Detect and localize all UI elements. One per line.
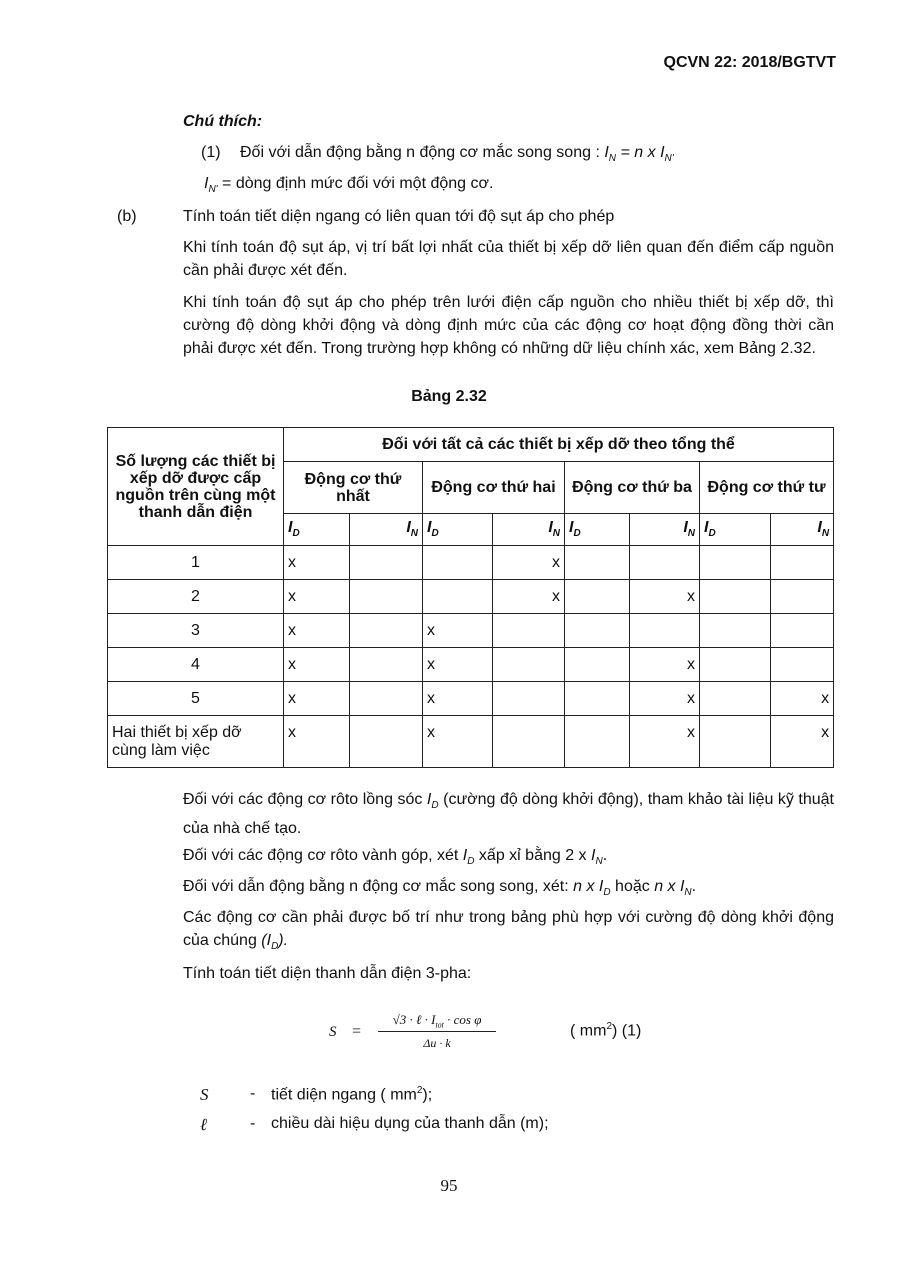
note-item1 [240, 141, 674, 170]
table-cell: x [630, 648, 700, 682]
table-cell [771, 580, 834, 614]
row-label: 3 [108, 614, 284, 648]
table-cell: x [630, 682, 700, 716]
table-row [108, 580, 834, 614]
definition-text-s: tiết diện ngang ( $mm^2$); [271, 1085, 433, 1104]
table-cell [771, 546, 834, 580]
row-label: Hai thiết bị xếp dỡ cùng làm việc [108, 716, 284, 768]
note-title: Chú thích: [183, 113, 263, 130]
paragraph-parallel-motors: Đối với dẫn động bằng n động cơ mắc song song, xét: n x $I_D$ hoặc n x $I_N$. [183, 878, 697, 899]
table-cell [565, 614, 630, 648]
table-cell: x [423, 716, 493, 768]
sub-header-id: $I_D$ [565, 514, 630, 546]
page-number: 95 [440, 1176, 458, 1195]
table-cell: x [423, 682, 493, 716]
table-cell: x [284, 546, 350, 580]
sub-header-in: $I_N$ [350, 514, 423, 546]
note-item2 [204, 172, 493, 201]
table-header-group: Đối với tất cả các thiết bị xếp dỡ theo tổng thể [284, 428, 834, 462]
table-cell: x [423, 614, 493, 648]
table-cell [565, 580, 630, 614]
formula-fraction-bar [378, 1031, 496, 1032]
table-cell [423, 546, 493, 580]
table-row [108, 546, 834, 580]
note-item2-variable: $I_{N'}$ [204, 175, 218, 196]
formula-numerator: √3 · ℓ · $I_{tot} \cdot \cos \varphi$ [392, 1012, 482, 1030]
row-label: 1 [108, 546, 284, 580]
table-row [108, 716, 834, 768]
table-cell [700, 682, 771, 716]
table-cell [423, 580, 493, 614]
sub-header-in: $I_N$ [493, 514, 565, 546]
table-cell [700, 546, 771, 580]
table-cell [350, 580, 423, 614]
row-label: 2 [108, 580, 284, 614]
table-cell [565, 716, 630, 768]
paragraph-squirrel-cage: Đối với các động cơ rôto lồng sóc $I_D$ (cường độ dòng khởi động), tham khảo tài liệu kỹ thuật của nhà chế tạo. [183, 791, 834, 838]
table-cell [565, 682, 630, 716]
table-cell [350, 614, 423, 648]
table-header-motor-4: Động cơ thứ tư [700, 462, 834, 514]
paragraph-arrangement: Các động cơ cần phải được bố trí như trong bảng phù hợp với cường độ dòng khởi động của chúng $(I_D)$. [183, 909, 834, 953]
table-cell [771, 614, 834, 648]
table-cell: x [630, 716, 700, 768]
table-cell: x [493, 580, 565, 614]
table-cell [493, 614, 565, 648]
paragraph-three-phase: Tính toán tiết diện thanh dẫn điện 3-pha: [183, 965, 472, 982]
table-cell: x [284, 580, 350, 614]
table-cell [493, 648, 565, 682]
note-item1-text: Đối với dẫn động bằng n động cơ mắc song song : [240, 144, 600, 161]
table-header-motor-3: Động cơ thứ ba [565, 462, 700, 514]
section-b-paragraph-1: Khi tính toán độ sụt áp, vị trí bất lợi nhất của thiết bị xếp dỡ liên quan đến điểm cấp nguồn cần phải được xét đến. [183, 239, 834, 279]
table-cell: x [284, 682, 350, 716]
section-b-label: (b) [117, 208, 137, 225]
formula-lhs: S [329, 1024, 337, 1040]
note-item1-formula: $I_N = n$ x $I_{N'}$ [604, 144, 674, 165]
table-cell [350, 648, 423, 682]
table-cell [700, 716, 771, 768]
table-cell [700, 580, 771, 614]
definition-dash: - [250, 1085, 256, 1102]
sub-header-id: $I_D$ [423, 514, 493, 546]
sub-header-in: $I_N$ [630, 514, 700, 546]
table-cell: x [284, 716, 350, 768]
table-cell [350, 546, 423, 580]
row-label: 4 [108, 648, 284, 682]
section-b-paragraph-2: Khi tính toán độ sụt áp cho phép trên lưới điện cấp nguồn cho nhiều thiết bị xếp dỡ, thì cường độ dòng khởi động và dòng định mức của các động cơ hoạt động đồng thời cần phải được xét đến. Trong trường hợp không có những dữ liệu chính xác, xem Bảng 2.32. [183, 294, 834, 357]
definition-symbol-l: ℓ [200, 1115, 208, 1134]
table-cell [771, 648, 834, 682]
formula-denominator: Δu · k [423, 1036, 451, 1050]
table-header-motor-1: Động cơ thứ nhất [284, 462, 423, 514]
sub-header-in: $I_N$ [771, 514, 834, 546]
sub-header-id: $I_D$ [284, 514, 350, 546]
table-cell: x [493, 546, 565, 580]
table-row [108, 614, 834, 648]
table-cell [493, 716, 565, 768]
definition-dash: - [250, 1115, 256, 1132]
table-row [108, 648, 834, 682]
table-cell: x [284, 648, 350, 682]
table-cell [565, 648, 630, 682]
table-row [108, 682, 834, 716]
table-cell [565, 546, 630, 580]
sub-header-id: $I_D$ [700, 514, 771, 546]
table-cell [493, 682, 565, 716]
note-item1-number: (1) [201, 144, 221, 161]
table-caption: Bảng 2.32 [411, 388, 487, 405]
table-cell: x [771, 716, 834, 768]
paragraph-slip-ring: Đối với các động cơ rôto vành góp, xét $I_D$ xấp xỉ bằng 2 x $I_N$. [183, 847, 608, 868]
table-cell [630, 614, 700, 648]
table-header-motor-2: Động cơ thứ hai [423, 462, 565, 514]
table-cell: x [284, 614, 350, 648]
row-label: 5 [108, 682, 284, 716]
table-cell [350, 716, 423, 768]
table-header-device-count: Số lượng các thiết bị xếp dỡ được cấp nguồn trên cùng một thanh dẫn điện [108, 428, 284, 546]
table-cell: x [771, 682, 834, 716]
section-b-heading: Tính toán tiết diện ngang có liên quan tới độ sụt áp cho phép [183, 208, 615, 225]
table-cell: x [630, 580, 700, 614]
motor-table [107, 427, 834, 768]
definition-symbol-s: S [200, 1085, 209, 1104]
table-cell: x [423, 648, 493, 682]
note-item2-text: = dòng định mức đối với một động cơ. [217, 175, 494, 192]
formula-unit: ( $mm^2$) (1) [570, 1021, 642, 1040]
formula-equals: = [352, 1023, 362, 1040]
table-cell [350, 682, 423, 716]
table-cell [700, 648, 771, 682]
table-cell [630, 546, 700, 580]
document-code: QCVN 22: 2018/BGTVT [663, 54, 836, 71]
table-cell [700, 614, 771, 648]
definition-text-l: chiều dài hiệu dụng của thanh dẫn (m); [271, 1115, 549, 1132]
